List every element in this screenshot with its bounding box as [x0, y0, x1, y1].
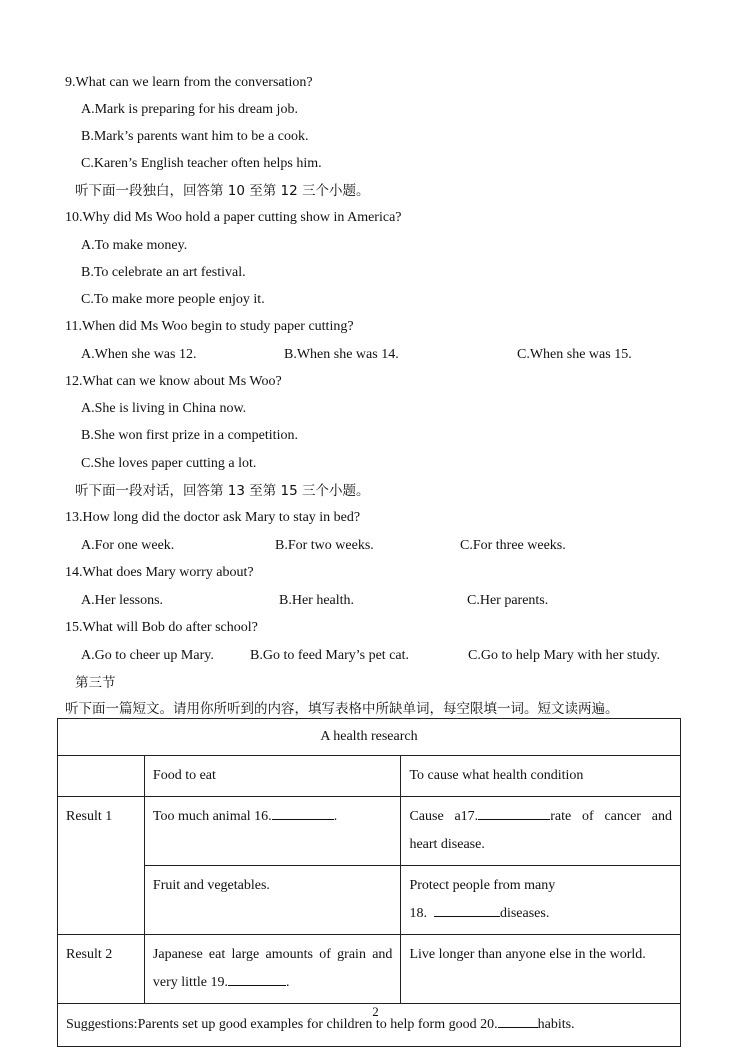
blank-19[interactable]: [228, 971, 286, 986]
question-12-option-c: C.She loves paper cutting a lot.: [81, 456, 257, 471]
page-number: 2: [372, 1004, 379, 1019]
question-10-stem: 10.Why did Ms Woo hold a paper cutting show in America?: [65, 210, 402, 225]
question-15-option-c: C.Go to help Mary with her study.: [468, 648, 660, 663]
question-9-option-a: A.Mark is preparing for his dream job.: [81, 102, 298, 117]
question-9-stem: 9.What can we learn from the conversation?: [65, 75, 313, 90]
question-10-option-b: B.To celebrate an art festival.: [81, 265, 246, 280]
result-2-condition: Live longer than anyone else in the world.: [401, 935, 681, 1004]
result-1-label: Result 1: [58, 797, 145, 935]
question-13-option-b: B.For two weeks.: [275, 538, 374, 553]
table-title: A health research: [58, 719, 681, 756]
question-12-option-a: A.She is living in China now.: [81, 401, 247, 416]
section-3-instruction: 听下面一篇短文。请用你所听到的内容，填写表格中所缺单词，每空限填一词。短文读两遍。: [65, 701, 619, 717]
section-3-title: 第三节: [75, 675, 116, 691]
question-15-stem: 15.What will Bob do after school?: [65, 620, 258, 635]
suggestions-row: Suggestions:Parents set up good examples for children to help form good 20. habits.: [58, 1004, 681, 1047]
question-12-option-b: B.She won first prize in a competition.: [81, 428, 298, 443]
question-10-option-c: C.To make more people enjoy it.: [81, 292, 265, 307]
blank-18[interactable]: [434, 902, 500, 917]
question-12-stem: 12.What can we know about Ms Woo?: [65, 374, 282, 389]
header-empty-cell: [58, 756, 145, 797]
result-1b-food: Fruit and vegetables.: [144, 866, 401, 935]
question-9-option-c: C.Karen’s English teacher often helps him.: [81, 156, 322, 171]
question-14-stem: 14.What does Mary worry about?: [65, 565, 254, 580]
question-11-stem: 11.When did Ms Woo begin to study paper cutting?: [65, 319, 354, 334]
blank-17[interactable]: [478, 805, 550, 820]
question-11-option-c: C.When she was 15.: [517, 347, 632, 362]
question-15-option-b: B.Go to feed Mary’s pet cat.: [250, 648, 410, 663]
health-research-table: [57, 718, 681, 1047]
question-14-option-c: C.Her parents.: [467, 593, 549, 608]
question-13-stem: 13.How long did the doctor ask Mary to stay in bed?: [65, 510, 361, 525]
question-11-option-b: B.When she was 14.: [284, 347, 399, 362]
result-1b-condition: Protect people from many 18. diseases.: [401, 866, 681, 935]
question-14-option-b: B.Her health.: [279, 593, 355, 608]
result-1a-food: Too much animal 16. .: [144, 797, 401, 866]
question-15-option-a: A.Go to cheer up Mary.: [81, 648, 214, 663]
header-food: Food to eat: [144, 756, 401, 797]
result-2-food: Japanese eat large amounts of grain and very little 19. .: [144, 935, 401, 1004]
question-10-option-a: A.To make money.: [81, 238, 188, 253]
result-2-label: Result 2: [58, 935, 145, 1004]
question-11-option-a: A.When she was 12.: [81, 347, 197, 362]
question-9-option-b: B.Mark’s parents want him to be a cook.: [81, 129, 309, 144]
instruction-13-15: 听下面一段对话，回答第 13 至第 15 三个小题。: [75, 483, 370, 499]
question-13-option-a: A.For one week.: [81, 538, 175, 553]
question-13-option-c: C.For three weeks.: [460, 538, 566, 553]
blank-16[interactable]: [272, 805, 334, 820]
header-condition: To cause what health condition: [401, 756, 681, 797]
result-1a-condition: Cause a17. rate of cancer and heart disease.: [401, 797, 681, 866]
question-14-option-a: A.Her lessons.: [81, 593, 164, 608]
instruction-10-12: 听下面一段独白，回答第 10 至第 12 三个小题。: [75, 183, 370, 199]
